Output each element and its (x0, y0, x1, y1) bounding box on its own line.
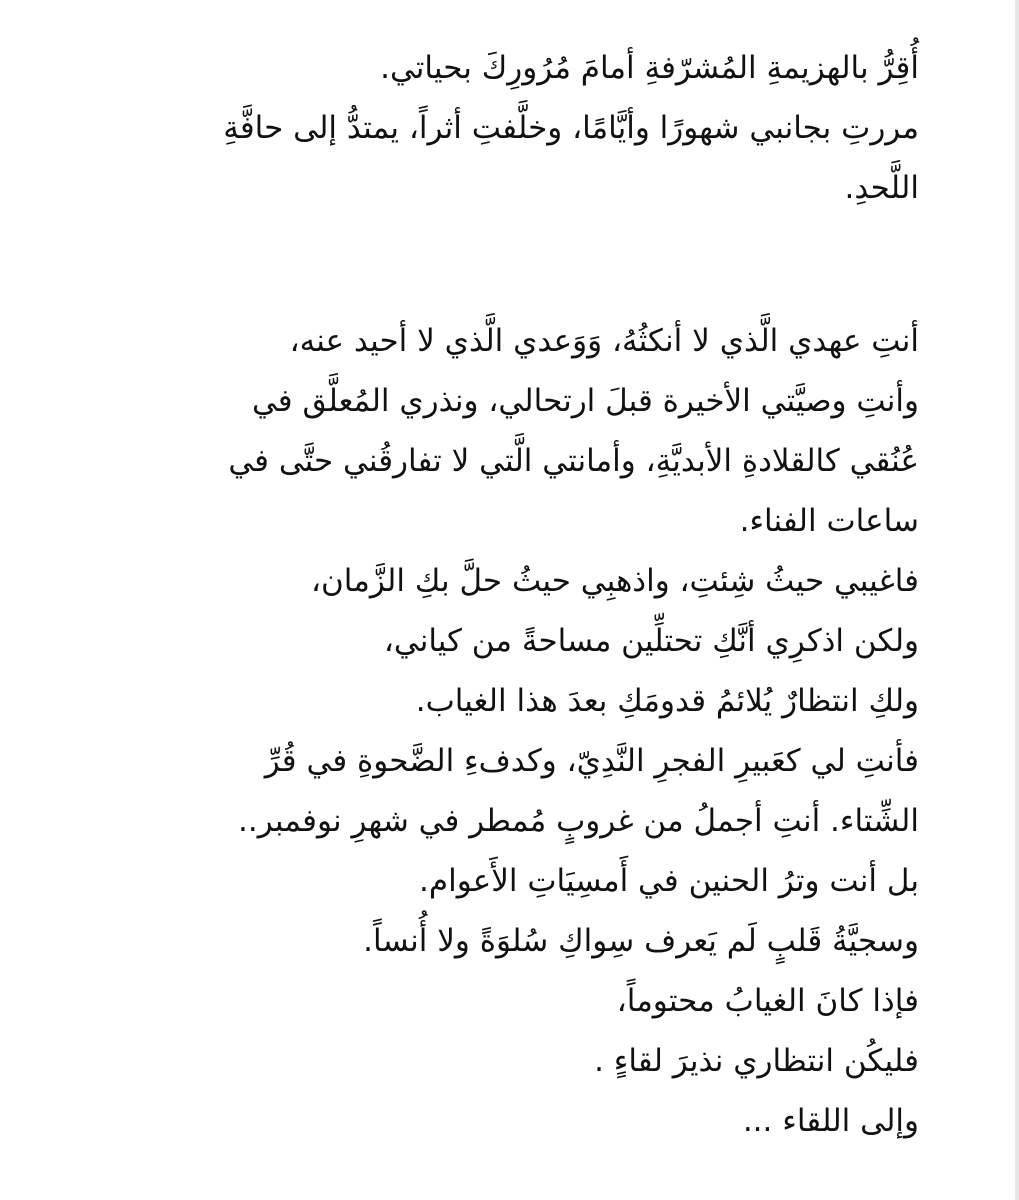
page-edge-divider (1015, 0, 1019, 1200)
text-line: فليكُن انتظاري نذيرَ لقاءٍ . (594, 1043, 919, 1079)
text-line: ولكِ انتظارٌ يُلائمُ قدومَكِ بعدَ هذا الغياب. (415, 683, 919, 719)
text-line: الشِّتاء. أنتِ أجملُ من غروبٍ مُمطر في شهرِ نوفمبر.. (238, 803, 919, 839)
text-line: مررتِ بجانبي شهورًا وأيَّامًا، وخلَّفتِ أثراً، يمتدُّ إلى حافَّةِ (223, 110, 919, 146)
poem-text (100, 38, 919, 1151)
text-line: عُنُقي كالقلادةِ الأبديَّةِ، وأمانتي الَّتي لا تفارقُني حتَّى في (228, 443, 919, 479)
text-line: ولكن اذكرِي أنَّكِ تحتلِّين مساحةً من كياني، (383, 623, 919, 659)
text-line: أُقِرُّ بالهزيمةِ المُشرّفةِ أمامَ مُرُورِكَ بحياتي. (380, 50, 919, 86)
text-line: اللَّحدِ. (844, 170, 919, 206)
text-line: أنتِ عهدي الَّذي لا أنكثُهُ، وَوَعدي الَّذي لا أحيد عنه، (289, 323, 919, 359)
stanza-2 (100, 311, 919, 1151)
text-line: وأنتِ وصيَّتي الأخيرة قبلَ ارتحالي، ونذري المُعلَّق في (251, 383, 919, 419)
stanza-1 (100, 38, 919, 218)
text-line: وسجيَّةُ قَلبٍ لَم يَعرف سِواكِ سُلوَةً ولا أُنساً. (363, 923, 919, 959)
text-line: بل أنت وترُ الحنين في أَمسِيَاتِ الأَعوام. (419, 863, 919, 899)
text-line: ساعات الفناء. (739, 503, 919, 539)
text-line: فإذا كانَ الغيابُ محتوماً، (616, 983, 919, 1019)
text-line: وإلى اللقاء ... (742, 1103, 919, 1139)
text-line: فاغيبي حيثُ شِئتِ، واذهبِي حيثُ حلَّ بكِ الزَّمان، (311, 563, 919, 599)
text-line: فأنتِ لي كعَبيرِ الفجرِ النَّدِيّ، وكدفءِ الضَّحوةِ في قُرِّ (264, 743, 919, 779)
stanza-gap (100, 218, 919, 311)
